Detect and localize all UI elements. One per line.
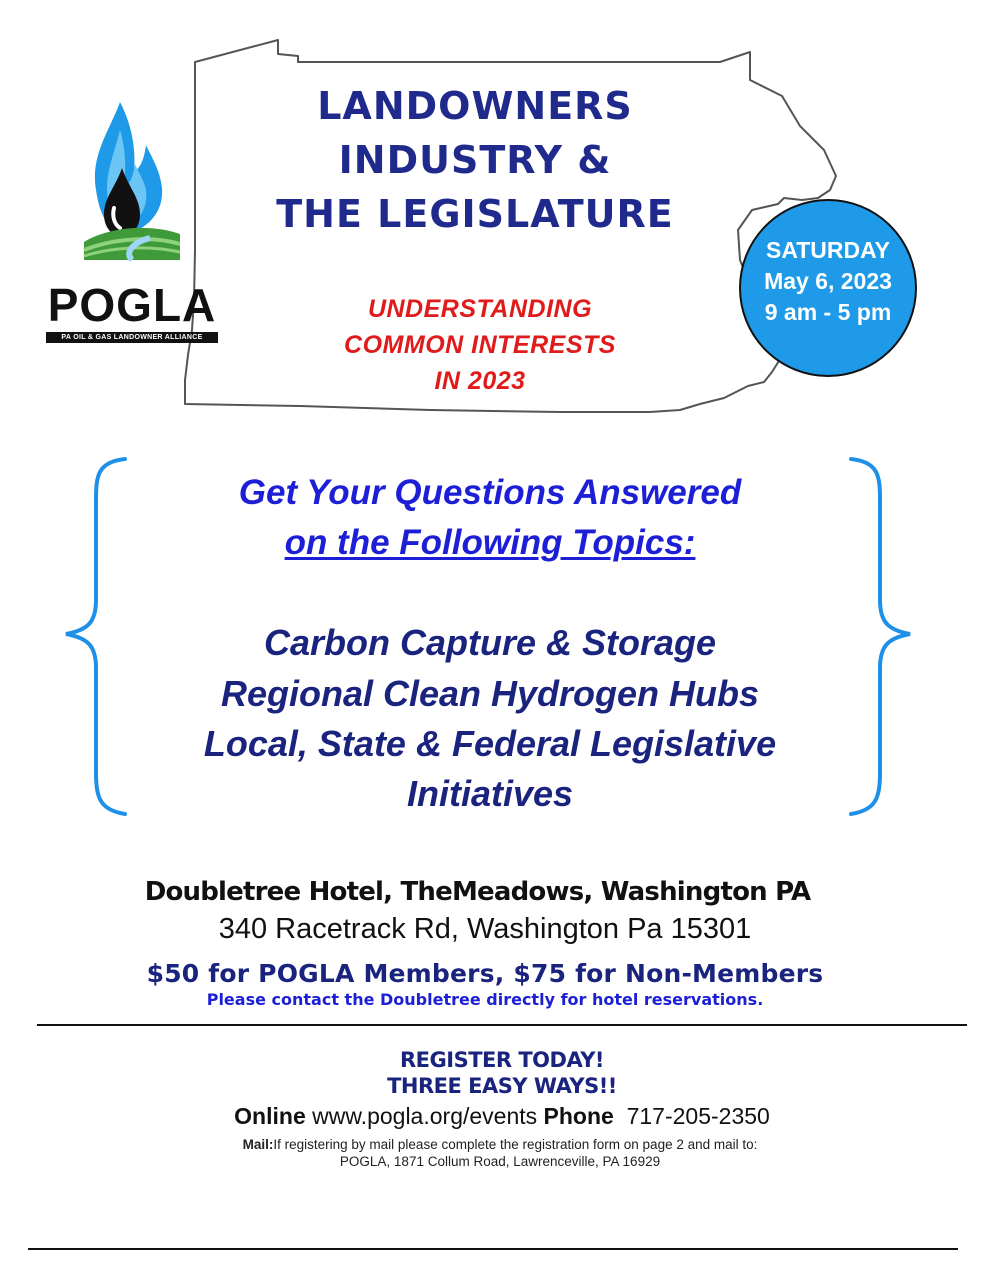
date-time: 9 am - 5 pm bbox=[764, 299, 892, 325]
mail-address: POGLA, 1871 Collum Road, Lawrenceville, PA 16929 bbox=[339, 1154, 661, 1169]
mail-label: Mail: bbox=[242, 1137, 274, 1152]
register-methods bbox=[0, 1100, 987, 1132]
subtitle-line-3: IN 2023 bbox=[434, 367, 526, 395]
mail-note bbox=[0, 1136, 987, 1170]
topic-item: Initiatives bbox=[406, 773, 574, 814]
phone-label: Phone bbox=[543, 1103, 614, 1129]
venue-address: 340 Racetrack Rd, Washington Pa 15301 bbox=[218, 913, 752, 945]
mail-text: If registering by mail please complete the registration form on page 2 and mail to: bbox=[273, 1137, 758, 1152]
online-url[interactable]: www.pogla.org/events bbox=[312, 1103, 538, 1129]
title-line-2: INDUSTRY & bbox=[338, 138, 612, 182]
topic-item: Carbon Capture & Storage bbox=[263, 622, 717, 663]
subtitle-line-1: UNDERSTANDING bbox=[367, 295, 593, 323]
register-line-1: REGISTER TODAY! bbox=[400, 1048, 604, 1072]
bottom-divider bbox=[28, 1248, 958, 1250]
hotel-note: Please contact the Doubletree directly for hotel reservations. bbox=[206, 990, 764, 1009]
title-line-1: LANDOWNERS bbox=[317, 84, 633, 128]
title-line-3: THE LEGISLATURE bbox=[276, 192, 674, 236]
online-label: Online bbox=[234, 1103, 306, 1129]
questions-line-2: on the Following Topics: bbox=[284, 523, 696, 562]
topic-item: Local, State & Federal Legislative bbox=[203, 723, 777, 764]
register-line-2: THREE EASY WAYS!! bbox=[387, 1074, 617, 1098]
topic-item: Regional Clean Hydrogen Hubs bbox=[220, 673, 760, 714]
date-date: May 6, 2023 bbox=[764, 268, 892, 294]
venue-name: Doubletree Hotel, TheMeadows, Washington PA bbox=[144, 877, 811, 907]
logo-wordmark: POGLA bbox=[47, 279, 217, 331]
date-day: SATURDAY bbox=[766, 237, 890, 263]
phone-number[interactable]: 717-205-2350 bbox=[626, 1103, 770, 1129]
subtitle-line-2: COMMON INTERESTS bbox=[344, 331, 616, 359]
divider bbox=[37, 1024, 967, 1026]
logo-subtitle: PA OIL & GAS LANDOWNER ALLIANCE bbox=[46, 332, 218, 343]
pricing: $50 for POGLA Members, $75 for Non-Members bbox=[146, 959, 824, 988]
questions-line-1: Get Your Questions Answered bbox=[238, 473, 742, 512]
